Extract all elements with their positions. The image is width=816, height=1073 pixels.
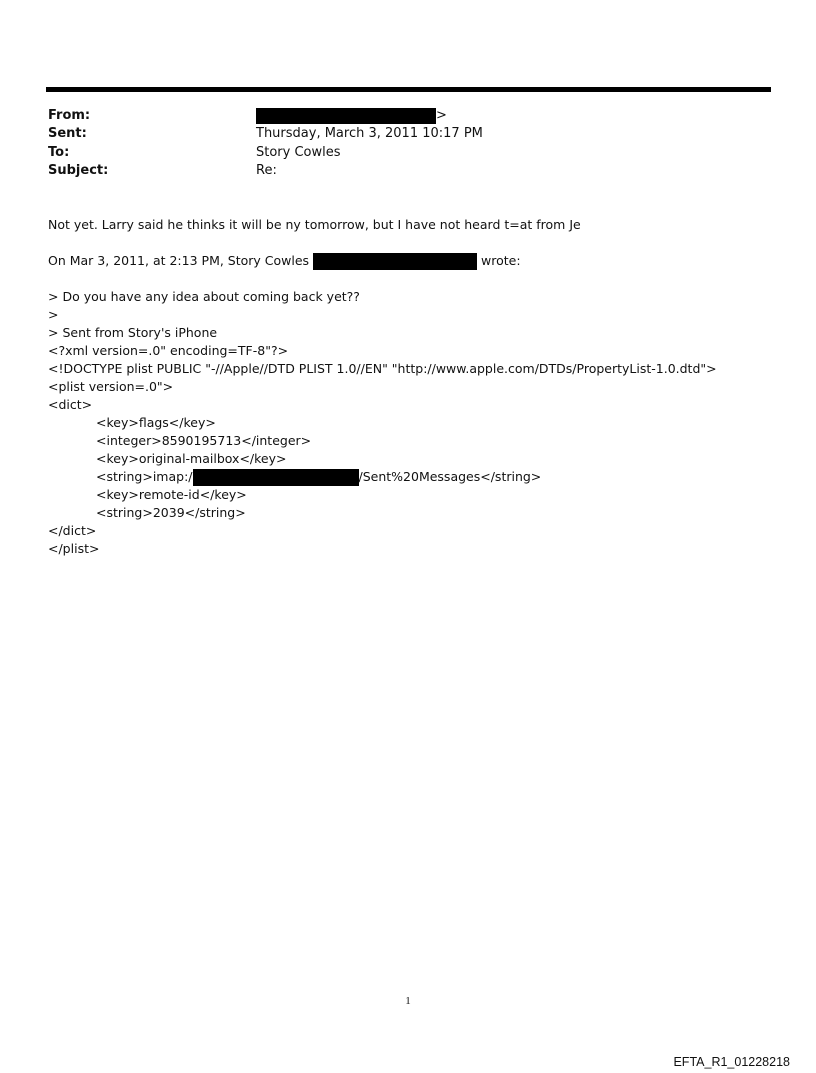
redaction-block	[193, 469, 359, 486]
xml-declaration: <?xml version=.0" encoding=TF-8"?>	[48, 343, 289, 358]
quoted-line: > Sent from Story's iPhone	[48, 325, 218, 340]
quoted-line: > Do you have any idea about coming back yet??	[48, 289, 360, 304]
doctype-line: <!DOCTYPE plist PUBLIC "-//Apple//DTD PLIST 1.0//EN" "http://www.apple.com/DTDs/PropertyList-1.0.dtd">	[48, 361, 717, 376]
quoted-line: >	[48, 307, 59, 322]
subject-value: Re:	[256, 163, 277, 178]
redaction-block	[256, 108, 436, 124]
redaction-block	[313, 253, 477, 270]
imap-suffix: /Sent%20Messages</string>	[358, 469, 542, 484]
sent-label: Sent:	[48, 126, 87, 141]
from-suffix: >	[436, 108, 447, 123]
plist-key-remote: <key>remote-id</key>	[96, 487, 247, 502]
dict-close: </dict>	[48, 523, 97, 538]
plist-key-mailbox: <key>original-mailbox</key>	[96, 451, 287, 466]
to-value: Story Cowles	[256, 145, 341, 160]
plist-string-imap	[96, 468, 541, 486]
plist-close: </plist>	[48, 541, 100, 556]
plist-open: <plist version=.0">	[48, 379, 174, 394]
header-rule	[46, 87, 771, 92]
page-number: 1	[405, 995, 411, 1007]
reply-text: Not yet. Larry said he thinks it will be ny tomorrow, but I have not heard t=at from Je	[48, 217, 581, 232]
plist-key-flags: <key>flags</key>	[96, 415, 216, 430]
attribution-prefix: On Mar 3, 2011, at 2:13 PM, Story Cowles	[48, 253, 310, 268]
attribution-line	[48, 252, 521, 270]
sent-value: Thursday, March 3, 2011 10:17 PM	[256, 126, 483, 141]
to-label: To:	[48, 145, 70, 160]
subject-label: Subject:	[48, 163, 109, 178]
dict-open: <dict>	[48, 397, 93, 412]
imap-prefix: <string>imap:/	[96, 469, 193, 484]
document-id: EFTA_R1_01228218	[673, 1055, 790, 1069]
plist-string-remote: <string>2039</string>	[96, 505, 246, 520]
plist-integer: <integer>8590195713</integer>	[96, 433, 312, 448]
from-label: From:	[48, 108, 91, 123]
attribution-suffix: wrote:	[481, 253, 521, 268]
from-value	[256, 107, 447, 124]
